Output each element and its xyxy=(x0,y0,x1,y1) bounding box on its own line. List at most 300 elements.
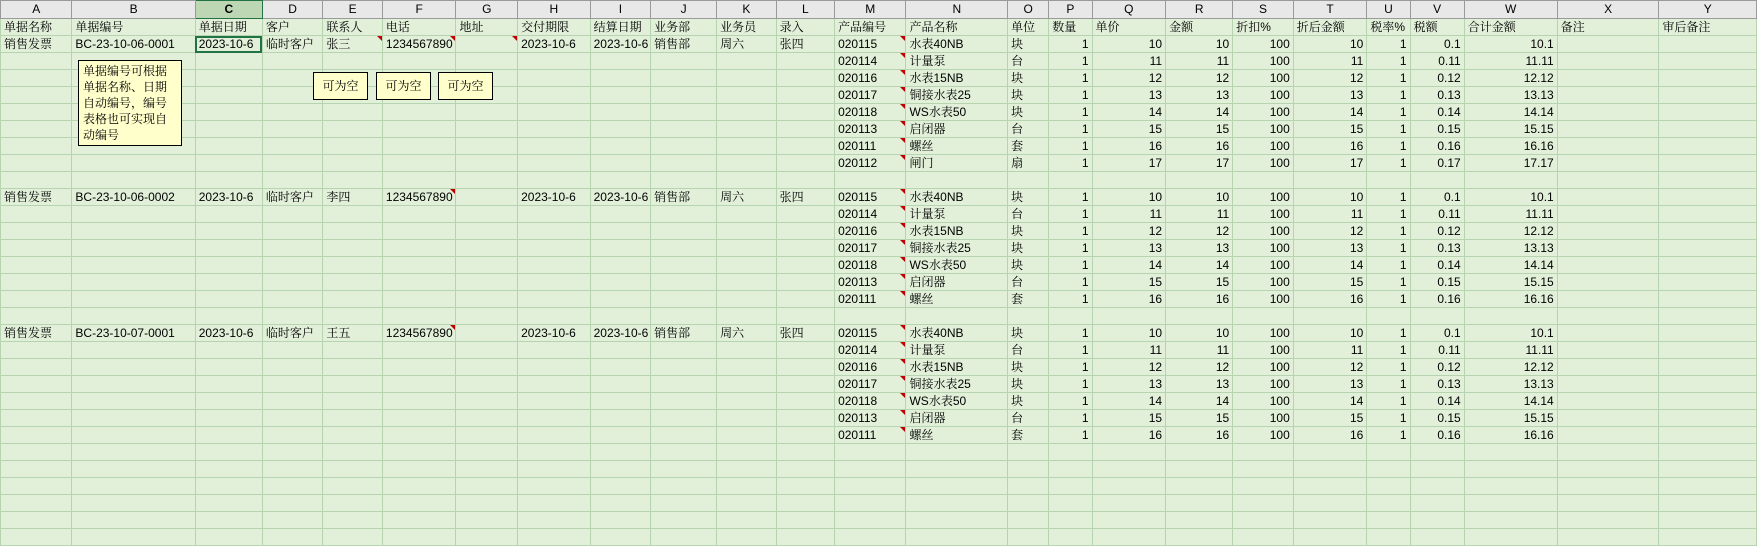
cell-l14[interactable] xyxy=(776,240,834,257)
cell-g18[interactable] xyxy=(456,308,518,325)
table-row[interactable] xyxy=(1,121,1757,138)
cell-n24[interactable]: 启闭器 xyxy=(906,410,1008,427)
cell-m29[interactable] xyxy=(835,495,906,512)
cell-q11[interactable]: 10 xyxy=(1092,189,1166,206)
cell-h23[interactable] xyxy=(518,393,590,410)
cell-h4[interactable] xyxy=(518,70,590,87)
column-header-o[interactable]: O xyxy=(1008,1,1049,19)
cell-w28[interactable] xyxy=(1464,478,1557,495)
cell-l10[interactable] xyxy=(776,172,834,189)
cell-x3[interactable] xyxy=(1557,53,1659,70)
column-header-i[interactable]: I xyxy=(590,1,651,19)
cell-m25[interactable]: 020111 xyxy=(835,427,906,444)
cell-l5[interactable] xyxy=(776,87,834,104)
cell-w4[interactable]: 12.12 xyxy=(1464,70,1557,87)
cell-p16[interactable]: 1 xyxy=(1049,274,1092,291)
cell-d14[interactable] xyxy=(262,240,323,257)
cell-a29[interactable] xyxy=(1,495,72,512)
cell-y2[interactable] xyxy=(1659,36,1757,53)
cell-u10[interactable] xyxy=(1367,172,1410,189)
cell-u27[interactable] xyxy=(1367,461,1410,478)
cell-q27[interactable] xyxy=(1092,461,1166,478)
cell-o11[interactable]: 块 xyxy=(1008,189,1049,206)
cell-c2[interactable]: 2023-10-6 xyxy=(195,36,262,53)
cell-j12[interactable] xyxy=(651,206,717,223)
cell-m31[interactable] xyxy=(835,529,906,546)
cell-s22[interactable]: 100 xyxy=(1233,376,1294,393)
cell-m5[interactable]: 020117 xyxy=(835,87,906,104)
cell-l30[interactable] xyxy=(776,512,834,529)
cell-s16[interactable]: 100 xyxy=(1233,274,1294,291)
cell-w19[interactable]: 10.1 xyxy=(1464,325,1557,342)
cell-x10[interactable] xyxy=(1557,172,1659,189)
cell-j21[interactable] xyxy=(651,359,717,376)
table-row[interactable] xyxy=(1,189,1757,206)
cell-i15[interactable] xyxy=(590,257,651,274)
cell-c10[interactable] xyxy=(195,172,262,189)
cell-s17[interactable]: 100 xyxy=(1233,291,1294,308)
cell-m2[interactable]: 020115 xyxy=(835,36,906,53)
cell-w2[interactable]: 10.1 xyxy=(1464,36,1557,53)
cell-w7[interactable]: 15.15 xyxy=(1464,121,1557,138)
cell-x30[interactable] xyxy=(1557,512,1659,529)
cell-p14[interactable]: 1 xyxy=(1049,240,1092,257)
cell-q28[interactable] xyxy=(1092,478,1166,495)
cell-q26[interactable] xyxy=(1092,444,1166,461)
table-row[interactable] xyxy=(1,240,1757,257)
cell-t4[interactable]: 12 xyxy=(1293,70,1367,87)
cell-q2[interactable]: 10 xyxy=(1092,36,1166,53)
cell-j8[interactable] xyxy=(651,138,717,155)
cell-l23[interactable] xyxy=(776,393,834,410)
cell-y4[interactable] xyxy=(1659,70,1757,87)
cell-s19[interactable]: 100 xyxy=(1233,325,1294,342)
cell-v12[interactable]: 0.11 xyxy=(1410,206,1464,223)
cell-f20[interactable] xyxy=(382,342,456,359)
cell-y5[interactable] xyxy=(1659,87,1757,104)
cell-m8[interactable]: 020111 xyxy=(835,138,906,155)
cell-f7[interactable] xyxy=(382,121,456,138)
cell-l11[interactable]: 张四 xyxy=(776,189,834,206)
cell-t9[interactable]: 17 xyxy=(1293,155,1367,172)
cell-i11[interactable]: 2023-10-6 xyxy=(590,189,651,206)
field-header-d[interactable]: 客户 xyxy=(262,19,323,36)
column-header-p[interactable]: P xyxy=(1049,1,1092,19)
cell-s27[interactable] xyxy=(1233,461,1294,478)
cell-l29[interactable] xyxy=(776,495,834,512)
cell-y22[interactable] xyxy=(1659,376,1757,393)
cell-k13[interactable] xyxy=(717,223,777,240)
cell-f9[interactable] xyxy=(382,155,456,172)
cell-q7[interactable]: 15 xyxy=(1092,121,1166,138)
cell-v3[interactable]: 0.11 xyxy=(1410,53,1464,70)
cell-a6[interactable] xyxy=(1,104,72,121)
cell-v8[interactable]: 0.16 xyxy=(1410,138,1464,155)
cell-f6[interactable] xyxy=(382,104,456,121)
cell-t16[interactable]: 15 xyxy=(1293,274,1367,291)
cell-g3[interactable] xyxy=(456,53,518,70)
column-header-n[interactable]: N xyxy=(906,1,1008,19)
cell-q9[interactable]: 17 xyxy=(1092,155,1166,172)
cell-o21[interactable]: 块 xyxy=(1008,359,1049,376)
field-header-e[interactable]: 联系人 xyxy=(323,19,383,36)
cell-g17[interactable] xyxy=(456,291,518,308)
field-header-j[interactable]: 业务部 xyxy=(651,19,717,36)
cell-m9[interactable]: 020112 xyxy=(835,155,906,172)
cell-w8[interactable]: 16.16 xyxy=(1464,138,1557,155)
cell-o14[interactable]: 块 xyxy=(1008,240,1049,257)
cell-x25[interactable] xyxy=(1557,427,1659,444)
cell-u5[interactable]: 1 xyxy=(1367,87,1410,104)
table-row[interactable] xyxy=(1,359,1757,376)
cell-p8[interactable]: 1 xyxy=(1049,138,1092,155)
cell-n25[interactable]: 螺丝 xyxy=(906,427,1008,444)
cell-c13[interactable] xyxy=(195,223,262,240)
cell-i31[interactable] xyxy=(590,529,651,546)
cell-j3[interactable] xyxy=(651,53,717,70)
cell-g26[interactable] xyxy=(456,444,518,461)
cell-d21[interactable] xyxy=(262,359,323,376)
cell-v23[interactable]: 0.14 xyxy=(1410,393,1464,410)
cell-g24[interactable] xyxy=(456,410,518,427)
cell-q22[interactable]: 13 xyxy=(1092,376,1166,393)
cell-b18[interactable] xyxy=(72,308,195,325)
table-row[interactable] xyxy=(1,53,1757,70)
cell-n4[interactable]: 水表15NB xyxy=(906,70,1008,87)
cell-h17[interactable] xyxy=(518,291,590,308)
cell-k6[interactable] xyxy=(717,104,777,121)
cell-i12[interactable] xyxy=(590,206,651,223)
cell-g10[interactable] xyxy=(456,172,518,189)
cell-r2[interactable]: 10 xyxy=(1166,36,1233,53)
cell-c21[interactable] xyxy=(195,359,262,376)
cell-c22[interactable] xyxy=(195,376,262,393)
column-header-v[interactable]: V xyxy=(1410,1,1464,19)
field-header-t[interactable]: 折后金额 xyxy=(1293,19,1367,36)
cell-m3[interactable]: 020114 xyxy=(835,53,906,70)
cell-c6[interactable] xyxy=(195,104,262,121)
cell-g8[interactable] xyxy=(456,138,518,155)
cell-r18[interactable] xyxy=(1166,308,1233,325)
cell-q16[interactable]: 15 xyxy=(1092,274,1166,291)
cell-e30[interactable] xyxy=(323,512,383,529)
cell-q23[interactable]: 14 xyxy=(1092,393,1166,410)
field-header-p[interactable]: 数量 xyxy=(1049,19,1092,36)
cell-r21[interactable]: 12 xyxy=(1166,359,1233,376)
cell-h22[interactable] xyxy=(518,376,590,393)
cell-k20[interactable] xyxy=(717,342,777,359)
column-header-c[interactable]: C xyxy=(195,1,262,19)
cell-j2[interactable]: 销售部 xyxy=(651,36,717,53)
cell-y30[interactable] xyxy=(1659,512,1757,529)
cell-o12[interactable]: 台 xyxy=(1008,206,1049,223)
cell-o25[interactable]: 套 xyxy=(1008,427,1049,444)
cell-q14[interactable]: 13 xyxy=(1092,240,1166,257)
cell-d31[interactable] xyxy=(262,529,323,546)
cell-h12[interactable] xyxy=(518,206,590,223)
cell-c31[interactable] xyxy=(195,529,262,546)
cell-e28[interactable] xyxy=(323,478,383,495)
cell-q3[interactable]: 11 xyxy=(1092,53,1166,70)
cell-v19[interactable]: 0.1 xyxy=(1410,325,1464,342)
cell-o10[interactable] xyxy=(1008,172,1049,189)
cell-x27[interactable] xyxy=(1557,461,1659,478)
cell-e16[interactable] xyxy=(323,274,383,291)
cell-w12[interactable]: 11.11 xyxy=(1464,206,1557,223)
cell-f18[interactable] xyxy=(382,308,456,325)
cell-b17[interactable] xyxy=(72,291,195,308)
cell-w6[interactable]: 14.14 xyxy=(1464,104,1557,121)
cell-v13[interactable]: 0.12 xyxy=(1410,223,1464,240)
cell-n8[interactable]: 螺丝 xyxy=(906,138,1008,155)
cell-u3[interactable]: 1 xyxy=(1367,53,1410,70)
cell-g29[interactable] xyxy=(456,495,518,512)
cell-c28[interactable] xyxy=(195,478,262,495)
cell-y6[interactable] xyxy=(1659,104,1757,121)
cell-e17[interactable] xyxy=(323,291,383,308)
cell-p3[interactable]: 1 xyxy=(1049,53,1092,70)
column-header-w[interactable]: W xyxy=(1464,1,1557,19)
cell-a27[interactable] xyxy=(1,461,72,478)
cell-l18[interactable] xyxy=(776,308,834,325)
cell-x16[interactable] xyxy=(1557,274,1659,291)
cell-a10[interactable] xyxy=(1,172,72,189)
cell-h2[interactable]: 2023-10-6 xyxy=(518,36,590,53)
cell-n13[interactable]: 水表15NB xyxy=(906,223,1008,240)
cell-o7[interactable]: 台 xyxy=(1008,121,1049,138)
cell-t30[interactable] xyxy=(1293,512,1367,529)
cell-k11[interactable]: 周六 xyxy=(717,189,777,206)
cell-f30[interactable] xyxy=(382,512,456,529)
cell-q17[interactable]: 16 xyxy=(1092,291,1166,308)
cell-r5[interactable]: 13 xyxy=(1166,87,1233,104)
cell-j25[interactable] xyxy=(651,427,717,444)
column-header-q[interactable]: Q xyxy=(1092,1,1166,19)
cell-d20[interactable] xyxy=(262,342,323,359)
cell-x28[interactable] xyxy=(1557,478,1659,495)
column-header-g[interactable]: G xyxy=(456,1,518,19)
cell-c11[interactable]: 2023-10-6 xyxy=(195,189,262,206)
cell-d27[interactable] xyxy=(262,461,323,478)
table-row[interactable] xyxy=(1,342,1757,359)
cell-r24[interactable]: 15 xyxy=(1166,410,1233,427)
cell-x18[interactable] xyxy=(1557,308,1659,325)
cell-m6[interactable]: 020118 xyxy=(835,104,906,121)
cell-v17[interactable]: 0.16 xyxy=(1410,291,1464,308)
table-row[interactable] xyxy=(1,87,1757,104)
cell-t23[interactable]: 14 xyxy=(1293,393,1367,410)
cell-m12[interactable]: 020114 xyxy=(835,206,906,223)
cell-o8[interactable]: 套 xyxy=(1008,138,1049,155)
cell-l20[interactable] xyxy=(776,342,834,359)
cell-b24[interactable] xyxy=(72,410,195,427)
cell-i29[interactable] xyxy=(590,495,651,512)
cell-n28[interactable] xyxy=(906,478,1008,495)
cell-u4[interactable]: 1 xyxy=(1367,70,1410,87)
cell-s2[interactable]: 100 xyxy=(1233,36,1294,53)
cell-a7[interactable] xyxy=(1,121,72,138)
cell-a20[interactable] xyxy=(1,342,72,359)
cell-f25[interactable] xyxy=(382,427,456,444)
cell-t24[interactable]: 15 xyxy=(1293,410,1367,427)
field-header-q[interactable]: 单价 xyxy=(1092,19,1166,36)
cell-t2[interactable]: 10 xyxy=(1293,36,1367,53)
cell-r22[interactable]: 13 xyxy=(1166,376,1233,393)
cell-k25[interactable] xyxy=(717,427,777,444)
cell-i21[interactable] xyxy=(590,359,651,376)
table-row[interactable] xyxy=(1,70,1757,87)
cell-a22[interactable] xyxy=(1,376,72,393)
cell-g6[interactable] xyxy=(456,104,518,121)
cell-t15[interactable]: 14 xyxy=(1293,257,1367,274)
cell-j4[interactable] xyxy=(651,70,717,87)
cell-e11[interactable]: 李四 xyxy=(323,189,383,206)
cell-v6[interactable]: 0.14 xyxy=(1410,104,1464,121)
cell-c16[interactable] xyxy=(195,274,262,291)
cell-i2[interactable]: 2023-10-6 xyxy=(590,36,651,53)
cell-r7[interactable]: 15 xyxy=(1166,121,1233,138)
cell-t20[interactable]: 11 xyxy=(1293,342,1367,359)
cell-t27[interactable] xyxy=(1293,461,1367,478)
cell-f23[interactable] xyxy=(382,393,456,410)
cell-x26[interactable] xyxy=(1557,444,1659,461)
cell-n19[interactable]: 水表40NB xyxy=(906,325,1008,342)
cell-p20[interactable]: 1 xyxy=(1049,342,1092,359)
cell-r13[interactable]: 12 xyxy=(1166,223,1233,240)
cell-g30[interactable] xyxy=(456,512,518,529)
table-row[interactable] xyxy=(1,529,1757,546)
cell-u17[interactable]: 1 xyxy=(1367,291,1410,308)
cell-d22[interactable] xyxy=(262,376,323,393)
table-row[interactable] xyxy=(1,444,1757,461)
cell-w20[interactable]: 11.11 xyxy=(1464,342,1557,359)
field-header-c[interactable]: 单据日期 xyxy=(195,19,262,36)
cell-q30[interactable] xyxy=(1092,512,1166,529)
cell-n31[interactable] xyxy=(906,529,1008,546)
cell-x14[interactable] xyxy=(1557,240,1659,257)
cell-a26[interactable] xyxy=(1,444,72,461)
cell-g20[interactable] xyxy=(456,342,518,359)
cell-b25[interactable] xyxy=(72,427,195,444)
cell-n30[interactable] xyxy=(906,512,1008,529)
cell-p30[interactable] xyxy=(1049,512,1092,529)
cell-t19[interactable]: 10 xyxy=(1293,325,1367,342)
cell-k2[interactable]: 周六 xyxy=(717,36,777,53)
cell-f21[interactable] xyxy=(382,359,456,376)
cell-s15[interactable]: 100 xyxy=(1233,257,1294,274)
cell-r12[interactable]: 11 xyxy=(1166,206,1233,223)
cell-m19[interactable]: 020115 xyxy=(835,325,906,342)
cell-q24[interactable]: 15 xyxy=(1092,410,1166,427)
cell-h9[interactable] xyxy=(518,155,590,172)
cell-i6[interactable] xyxy=(590,104,651,121)
cell-f16[interactable] xyxy=(382,274,456,291)
cell-l3[interactable] xyxy=(776,53,834,70)
cell-v21[interactable]: 0.12 xyxy=(1410,359,1464,376)
cell-u9[interactable]: 1 xyxy=(1367,155,1410,172)
cell-u16[interactable]: 1 xyxy=(1367,274,1410,291)
cell-f26[interactable] xyxy=(382,444,456,461)
cell-y16[interactable] xyxy=(1659,274,1757,291)
cell-o29[interactable] xyxy=(1008,495,1049,512)
cell-w11[interactable]: 10.1 xyxy=(1464,189,1557,206)
cell-h7[interactable] xyxy=(518,121,590,138)
cell-e10[interactable] xyxy=(323,172,383,189)
cell-b31[interactable] xyxy=(72,529,195,546)
cell-h11[interactable]: 2023-10-6 xyxy=(518,189,590,206)
cell-p12[interactable]: 1 xyxy=(1049,206,1092,223)
cell-d25[interactable] xyxy=(262,427,323,444)
cell-l19[interactable]: 张四 xyxy=(776,325,834,342)
cell-a16[interactable] xyxy=(1,274,72,291)
cell-r19[interactable]: 10 xyxy=(1166,325,1233,342)
cell-h20[interactable] xyxy=(518,342,590,359)
cell-m18[interactable] xyxy=(835,308,906,325)
cell-h26[interactable] xyxy=(518,444,590,461)
cell-r29[interactable] xyxy=(1166,495,1233,512)
field-header-r[interactable]: 金额 xyxy=(1166,19,1233,36)
cell-a14[interactable] xyxy=(1,240,72,257)
cell-v26[interactable] xyxy=(1410,444,1464,461)
cell-r3[interactable]: 11 xyxy=(1166,53,1233,70)
cell-t12[interactable]: 11 xyxy=(1293,206,1367,223)
cell-d13[interactable] xyxy=(262,223,323,240)
cell-r28[interactable] xyxy=(1166,478,1233,495)
cell-k8[interactable] xyxy=(717,138,777,155)
cell-s4[interactable]: 100 xyxy=(1233,70,1294,87)
cell-r17[interactable]: 16 xyxy=(1166,291,1233,308)
cell-d8[interactable] xyxy=(262,138,323,155)
cell-q5[interactable]: 13 xyxy=(1092,87,1166,104)
cell-j16[interactable] xyxy=(651,274,717,291)
cell-y17[interactable] xyxy=(1659,291,1757,308)
cell-o30[interactable] xyxy=(1008,512,1049,529)
cell-b27[interactable] xyxy=(72,461,195,478)
cell-c14[interactable] xyxy=(195,240,262,257)
cell-b23[interactable] xyxy=(72,393,195,410)
cell-o6[interactable]: 块 xyxy=(1008,104,1049,121)
cell-v29[interactable] xyxy=(1410,495,1464,512)
cell-x12[interactable] xyxy=(1557,206,1659,223)
cell-g2[interactable] xyxy=(456,36,518,53)
cell-o9[interactable]: 扇 xyxy=(1008,155,1049,172)
cell-m28[interactable] xyxy=(835,478,906,495)
cell-n3[interactable]: 计量泵 xyxy=(906,53,1008,70)
cell-m20[interactable]: 020114 xyxy=(835,342,906,359)
cell-p26[interactable] xyxy=(1049,444,1092,461)
cell-a5[interactable] xyxy=(1,87,72,104)
cell-d18[interactable] xyxy=(262,308,323,325)
cell-k31[interactable] xyxy=(717,529,777,546)
cell-b22[interactable] xyxy=(72,376,195,393)
cell-a24[interactable] xyxy=(1,410,72,427)
cell-h28[interactable] xyxy=(518,478,590,495)
cell-n18[interactable] xyxy=(906,308,1008,325)
cell-g21[interactable] xyxy=(456,359,518,376)
column-header-y[interactable]: Y xyxy=(1659,1,1757,19)
cell-f15[interactable] xyxy=(382,257,456,274)
cell-e21[interactable] xyxy=(323,359,383,376)
cell-u7[interactable]: 1 xyxy=(1367,121,1410,138)
cell-e24[interactable] xyxy=(323,410,383,427)
cell-p5[interactable]: 1 xyxy=(1049,87,1092,104)
cell-u31[interactable] xyxy=(1367,529,1410,546)
cell-i4[interactable] xyxy=(590,70,651,87)
cell-m7[interactable]: 020113 xyxy=(835,121,906,138)
cell-s20[interactable]: 100 xyxy=(1233,342,1294,359)
cell-t10[interactable] xyxy=(1293,172,1367,189)
cell-q25[interactable]: 16 xyxy=(1092,427,1166,444)
